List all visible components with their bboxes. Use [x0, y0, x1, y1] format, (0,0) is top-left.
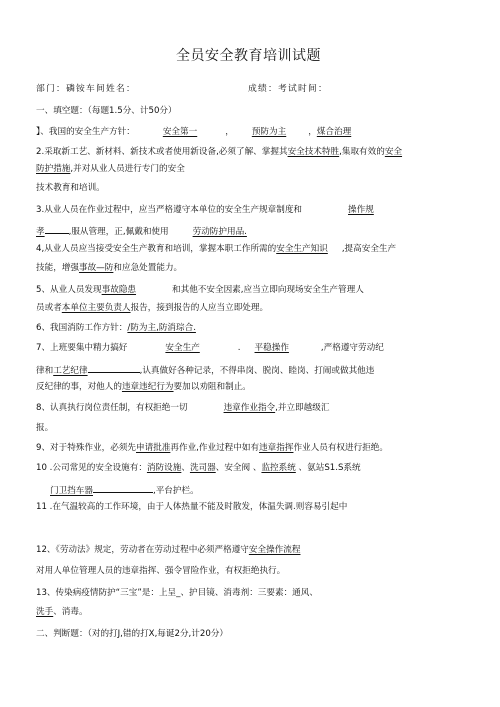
q3-answer-1b: 孝	[36, 227, 45, 237]
q8-text-2: ,并立即越级汇	[275, 403, 330, 413]
question-5-line-1	[36, 285, 364, 296]
question-3-line-2	[36, 224, 247, 238]
question-2-line-3: 技术教育和培训。	[36, 183, 105, 193]
q10-answer-4: 门卫挡车器	[50, 486, 93, 496]
q7-answer-1: 安全生产	[165, 343, 200, 353]
q5-text: 5、从业人员发现	[36, 285, 102, 295]
q4-text: 4,从业人员应当接受安全生产教育和培训，掌握本职工作所需的	[36, 244, 277, 254]
department-name-label: 部门：磷铵车间姓名：	[36, 84, 136, 94]
q7-answer-4: 违章违纪行为	[121, 382, 174, 392]
q10-answer-1: 消防设施	[146, 463, 182, 473]
q1-text: 】、我国的安全生产方针：	[36, 127, 135, 137]
question-12-line-2: 对用人单位管理人员的违章指挥、强令冒险作业，有权拒绝执行。	[36, 566, 286, 576]
q2-answer-2b: 防护措施	[36, 164, 71, 174]
q10-sep-1: 、	[181, 463, 190, 473]
q10-answer-2: 洗司器	[189, 463, 216, 473]
q4-text-4: 和应急处置能力。	[113, 263, 183, 273]
q5-text-4: 报告，接到报告的人应当立即处理。	[130, 303, 269, 313]
q6-text: 6、我国消防工作方针：	[36, 323, 128, 333]
q9-answer-1: 申请批准	[136, 443, 171, 453]
q1-answer-1: 安全第一	[162, 127, 198, 137]
section-fill-blank-heading: 一、填空题：（每题1.5分、计50分）	[36, 106, 177, 116]
q10-text-3: 、氨站S1.S系统	[295, 463, 361, 473]
q5-answer-2: 本单位主要负责人	[61, 303, 131, 313]
score-time-label: 成绩：考试时间：	[248, 84, 328, 94]
question-4-line-1	[36, 244, 396, 255]
q9-text-2: 再作业,作业过程中如有	[170, 443, 260, 453]
q3-answer-2: 劳动防护用品.	[192, 227, 247, 237]
question-9	[36, 443, 388, 454]
question-4-line-2	[36, 263, 182, 274]
question-3-line-1	[36, 205, 374, 216]
q3-text-2: ,服从管理，正,佩戴和使用	[68, 227, 169, 237]
q7-answer-2: 平稳操作	[254, 343, 289, 353]
q10-answer-3: 监控系统	[261, 463, 296, 473]
question-5-line-2	[36, 303, 268, 314]
q10-text-4: ,平台护栏。	[152, 486, 199, 496]
q12-answer: 安全操作流程	[248, 545, 301, 555]
q7-text: 7、上班要集中精力搞好	[36, 343, 128, 353]
q9-answer-2: 违章指挥	[259, 443, 294, 453]
q9-text-3: 作业人员有权进行拒绝。	[293, 443, 388, 453]
question-11: 11 .在气温较高的工作环境，由于人体热量不能及时散发，体温失调.则容易引起中	[36, 502, 348, 512]
question-2-line-1	[36, 147, 402, 158]
q4-text-2: ,提高安全生产	[341, 244, 397, 254]
document-title: 全员安全教育培训试题	[176, 48, 321, 64]
q10-text: 10 .公司常见的安全设施有：	[36, 463, 147, 473]
q4-answer-2: 事故—防	[78, 263, 114, 273]
q2-answer-1: 安全技术特胜	[287, 147, 340, 157]
q12-text: 12、《劳动法》规定，劳动者在劳动过程中必须严格遵守	[36, 545, 249, 555]
q13-text-2: 、消毒。	[53, 607, 88, 617]
section-true-false-heading: 二、判断题：（对的打J,错的打X,每诞2分,计20分）	[36, 629, 229, 639]
q7-text-6: 要加以劝阻和制止。	[173, 382, 251, 392]
question-7-line-1	[36, 343, 384, 354]
q7-text-2: ,严格遵守劳动纪	[320, 343, 384, 353]
question-12-line-1	[36, 545, 300, 556]
q2-text-2: ,集取有效的	[339, 147, 385, 157]
question-7-line-3	[36, 382, 251, 393]
q7-answer-3: 工艺纪律	[53, 366, 88, 376]
question-10-line-2	[50, 483, 199, 497]
q5-text-2: 和其他不安全因素,应当立即向现场安全生产管理人	[172, 285, 364, 295]
q8-text: 8、认真执行岗位责任制，有权拒绝一切	[36, 403, 188, 413]
question-10-line-1	[36, 463, 361, 474]
q1-answer-2: 预防为主	[251, 127, 287, 137]
q7-blank	[88, 363, 140, 373]
q2-text-3: ,并对从业人员进行专门的安全	[70, 164, 185, 174]
q5-answer-1: 事故隐患	[101, 285, 137, 295]
q10-text-2: 、安全阀 、	[215, 463, 262, 473]
q2-answer-2a: 安全	[384, 147, 403, 157]
q7-text-4: ,认真做好各种记录，不得串岗、脱岗、睦岗、打闹或做其他违	[139, 366, 375, 376]
q4-answer-1: 安全生产知识	[276, 244, 328, 254]
q7-text-3: 律和	[36, 366, 54, 376]
question-8-line-2: 报。	[36, 423, 54, 433]
question-1	[36, 127, 351, 138]
question-13-line-1: 13、传染病疫情防护“三宝”是：上呈_、护目镜、消毒剂：三要素：通风、	[36, 588, 318, 598]
q3-text: 3.从业人员在作业过程中，应当严格遵守本单位的安全生产规章制度和	[36, 205, 303, 215]
question-8-line-1	[36, 403, 329, 414]
q3-answer-1a: 操作规	[348, 205, 374, 215]
q1-comma-2: ，	[308, 127, 317, 137]
question-2-line-2	[36, 164, 185, 175]
q6-answer: /防为主,防消琮合.	[127, 323, 196, 333]
q8-answer: 违章作业指令	[223, 403, 276, 413]
q10-blank	[93, 483, 153, 493]
q3-blank	[45, 224, 69, 234]
q13-answer: 洗手	[36, 607, 54, 617]
q9-text: 9、对于特殊作业，必须先	[36, 443, 136, 453]
q4-text-3: 技能，增强	[36, 263, 79, 273]
q1-answer-3: 煤合治理	[316, 127, 352, 137]
question-7-line-2	[36, 363, 374, 377]
question-13-line-2	[36, 607, 88, 618]
question-6	[36, 323, 196, 334]
q2-text: 2.采取新工艺、新材料、新技术或者使用新设备,必须了解、掌握其	[36, 147, 288, 157]
q7-text-5: 反纪律的事，对他人的	[36, 382, 122, 392]
q5-text-3: 员或者	[36, 303, 62, 313]
q1-comma-1: ，	[225, 127, 234, 137]
q7-dot: .	[237, 343, 241, 353]
